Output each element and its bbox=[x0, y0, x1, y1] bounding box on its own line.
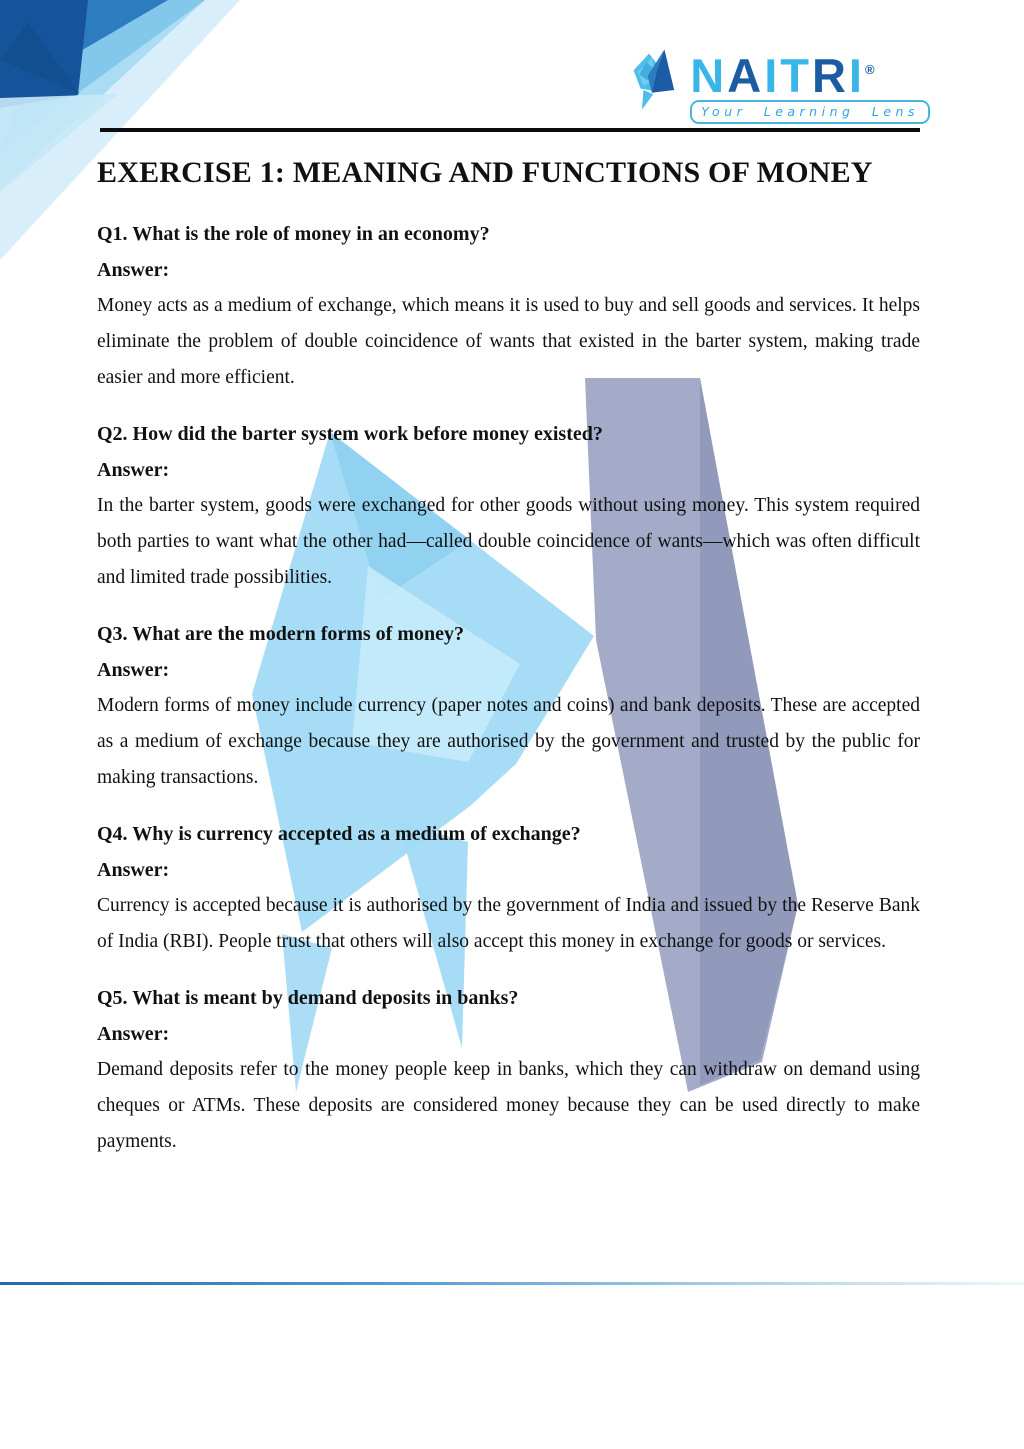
answer-label-4: Answer: bbox=[97, 859, 170, 881]
naitri-bird-icon bbox=[628, 48, 684, 118]
answer-label-1: Answer: bbox=[97, 259, 170, 281]
qa-block-4 bbox=[97, 816, 920, 960]
question-1: Q1. What is the role of money in an economy? bbox=[97, 223, 490, 245]
naitri-logo bbox=[628, 48, 930, 124]
question-2: Q2. How did the barter system work before money existed? bbox=[97, 423, 603, 445]
answer-3: Modern forms of money include currency (paper notes and coins) and bank deposits. These are accepted as a medium of exchange because they are authorised by the government and trusted by the public for making transactions. bbox=[97, 695, 920, 788]
qa-block-5 bbox=[97, 980, 920, 1160]
qa-block-2 bbox=[97, 416, 920, 596]
header-divider bbox=[100, 128, 920, 132]
answer-2: In the barter system, goods were exchanged for other goods without using money. This system required both parties to want what the other had—called double coincidence of wants—which was often difficult and limited trade possibilities. bbox=[97, 495, 920, 588]
brand-name: NAITRI® bbox=[690, 49, 875, 102]
question-5: Q5. What is meant by demand deposits in banks? bbox=[97, 987, 519, 1009]
qa-block-3 bbox=[97, 616, 920, 796]
answer-label-2: Answer: bbox=[97, 459, 170, 481]
footer-divider bbox=[0, 1282, 1024, 1285]
question-3: Q3. What are the modern forms of money? bbox=[97, 623, 464, 645]
answer-4: Currency is accepted because it is authorised by the government of India and issued by the Reserve Bank of India (RBI). People trust that others will also accept this money in exchange for goods or services. bbox=[97, 895, 920, 952]
answer-label-5: Answer: bbox=[97, 1023, 170, 1045]
answer-label-3: Answer: bbox=[97, 659, 170, 681]
registered-trademark-icon: ® bbox=[864, 62, 875, 77]
answer-5: Demand deposits refer to the money people keep in banks, which they can withdraw on demand using cheques or ATMs. These deposits are considered money because they can be used directly to make payments. bbox=[97, 1059, 920, 1152]
qa-block-1 bbox=[97, 216, 920, 396]
brand-tagline: Your Learning Lens bbox=[690, 100, 930, 124]
answer-1: Money acts as a medium of exchange, which means it is used to buy and sell goods and services. It helps eliminate the problem of double coincidence of wants that existed in the barter system, making trade easier and more efficient. bbox=[97, 295, 920, 388]
logo-text-block bbox=[690, 48, 930, 124]
question-4: Q4. Why is currency accepted as a medium of exchange? bbox=[97, 823, 581, 845]
page-title: EXERCISE 1: MEANING AND FUNCTIONS OF MONEY bbox=[97, 156, 873, 189]
